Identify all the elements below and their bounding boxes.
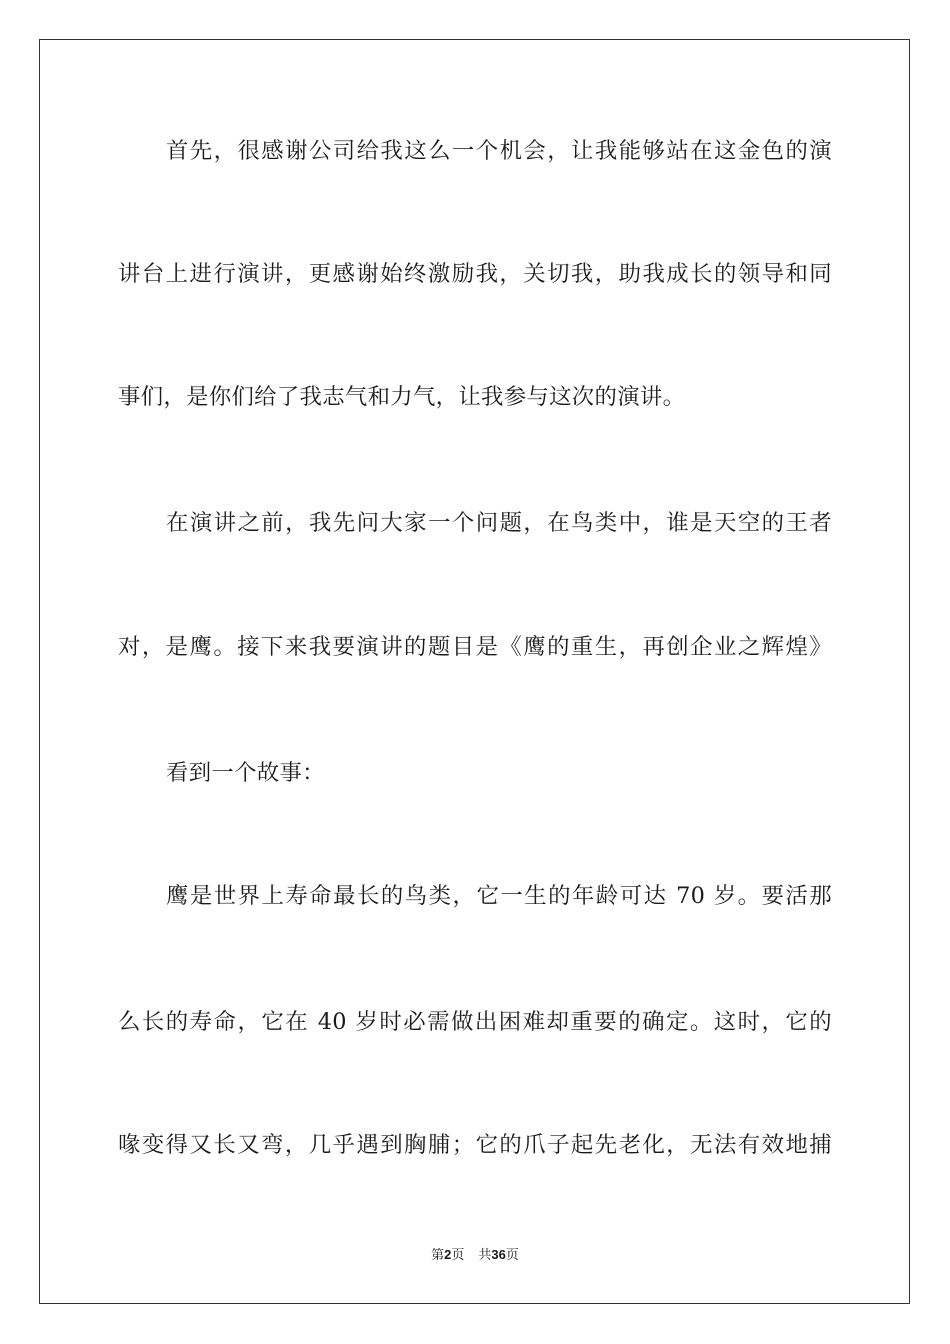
page-suffix: 页 xyxy=(451,1248,465,1263)
paragraph-line: 鹰是世界上寿命最长的鸟类，它一生的年龄可达 70 岁。要活那 xyxy=(166,883,832,909)
paragraph-line: 事们，是你们给了我志气和力气，让我参与这次的演讲。 xyxy=(118,384,686,410)
total-pages: 36 xyxy=(491,1247,506,1262)
paragraph-line: 首先，很感谢公司给我这么一个机会，让我能够站在这金色的演 xyxy=(166,138,832,164)
total-prefix: 共 xyxy=(478,1248,492,1263)
page-border xyxy=(39,39,910,1304)
paragraph-line: 对，是鹰。接下来我要演讲的题目是《鹰的重生，再创企业之辉煌》 xyxy=(118,634,832,660)
paragraph-line: 在演讲之前，我先问大家一个问题，在鸟类中，谁是天空的王者 xyxy=(166,510,832,536)
paragraph-line: 么长的寿命，它在 40 岁时必需做出困难却重要的确定。这时，它的 xyxy=(118,1009,832,1035)
page-prefix: 第 xyxy=(431,1248,445,1263)
page-number: 2 xyxy=(444,1247,452,1262)
paragraph-line: 喙变得又长又弯，几乎遇到胸脯；它的爪子起先老化，无法有效地捕 xyxy=(118,1132,832,1158)
paragraph-line: 讲台上进行演讲，更感谢始终激励我，关切我，助我成长的领导和同 xyxy=(118,261,832,287)
total-suffix: 页 xyxy=(505,1248,519,1263)
page-footer xyxy=(0,1245,950,1266)
paragraph-line: 看到一个故事： xyxy=(166,760,325,786)
